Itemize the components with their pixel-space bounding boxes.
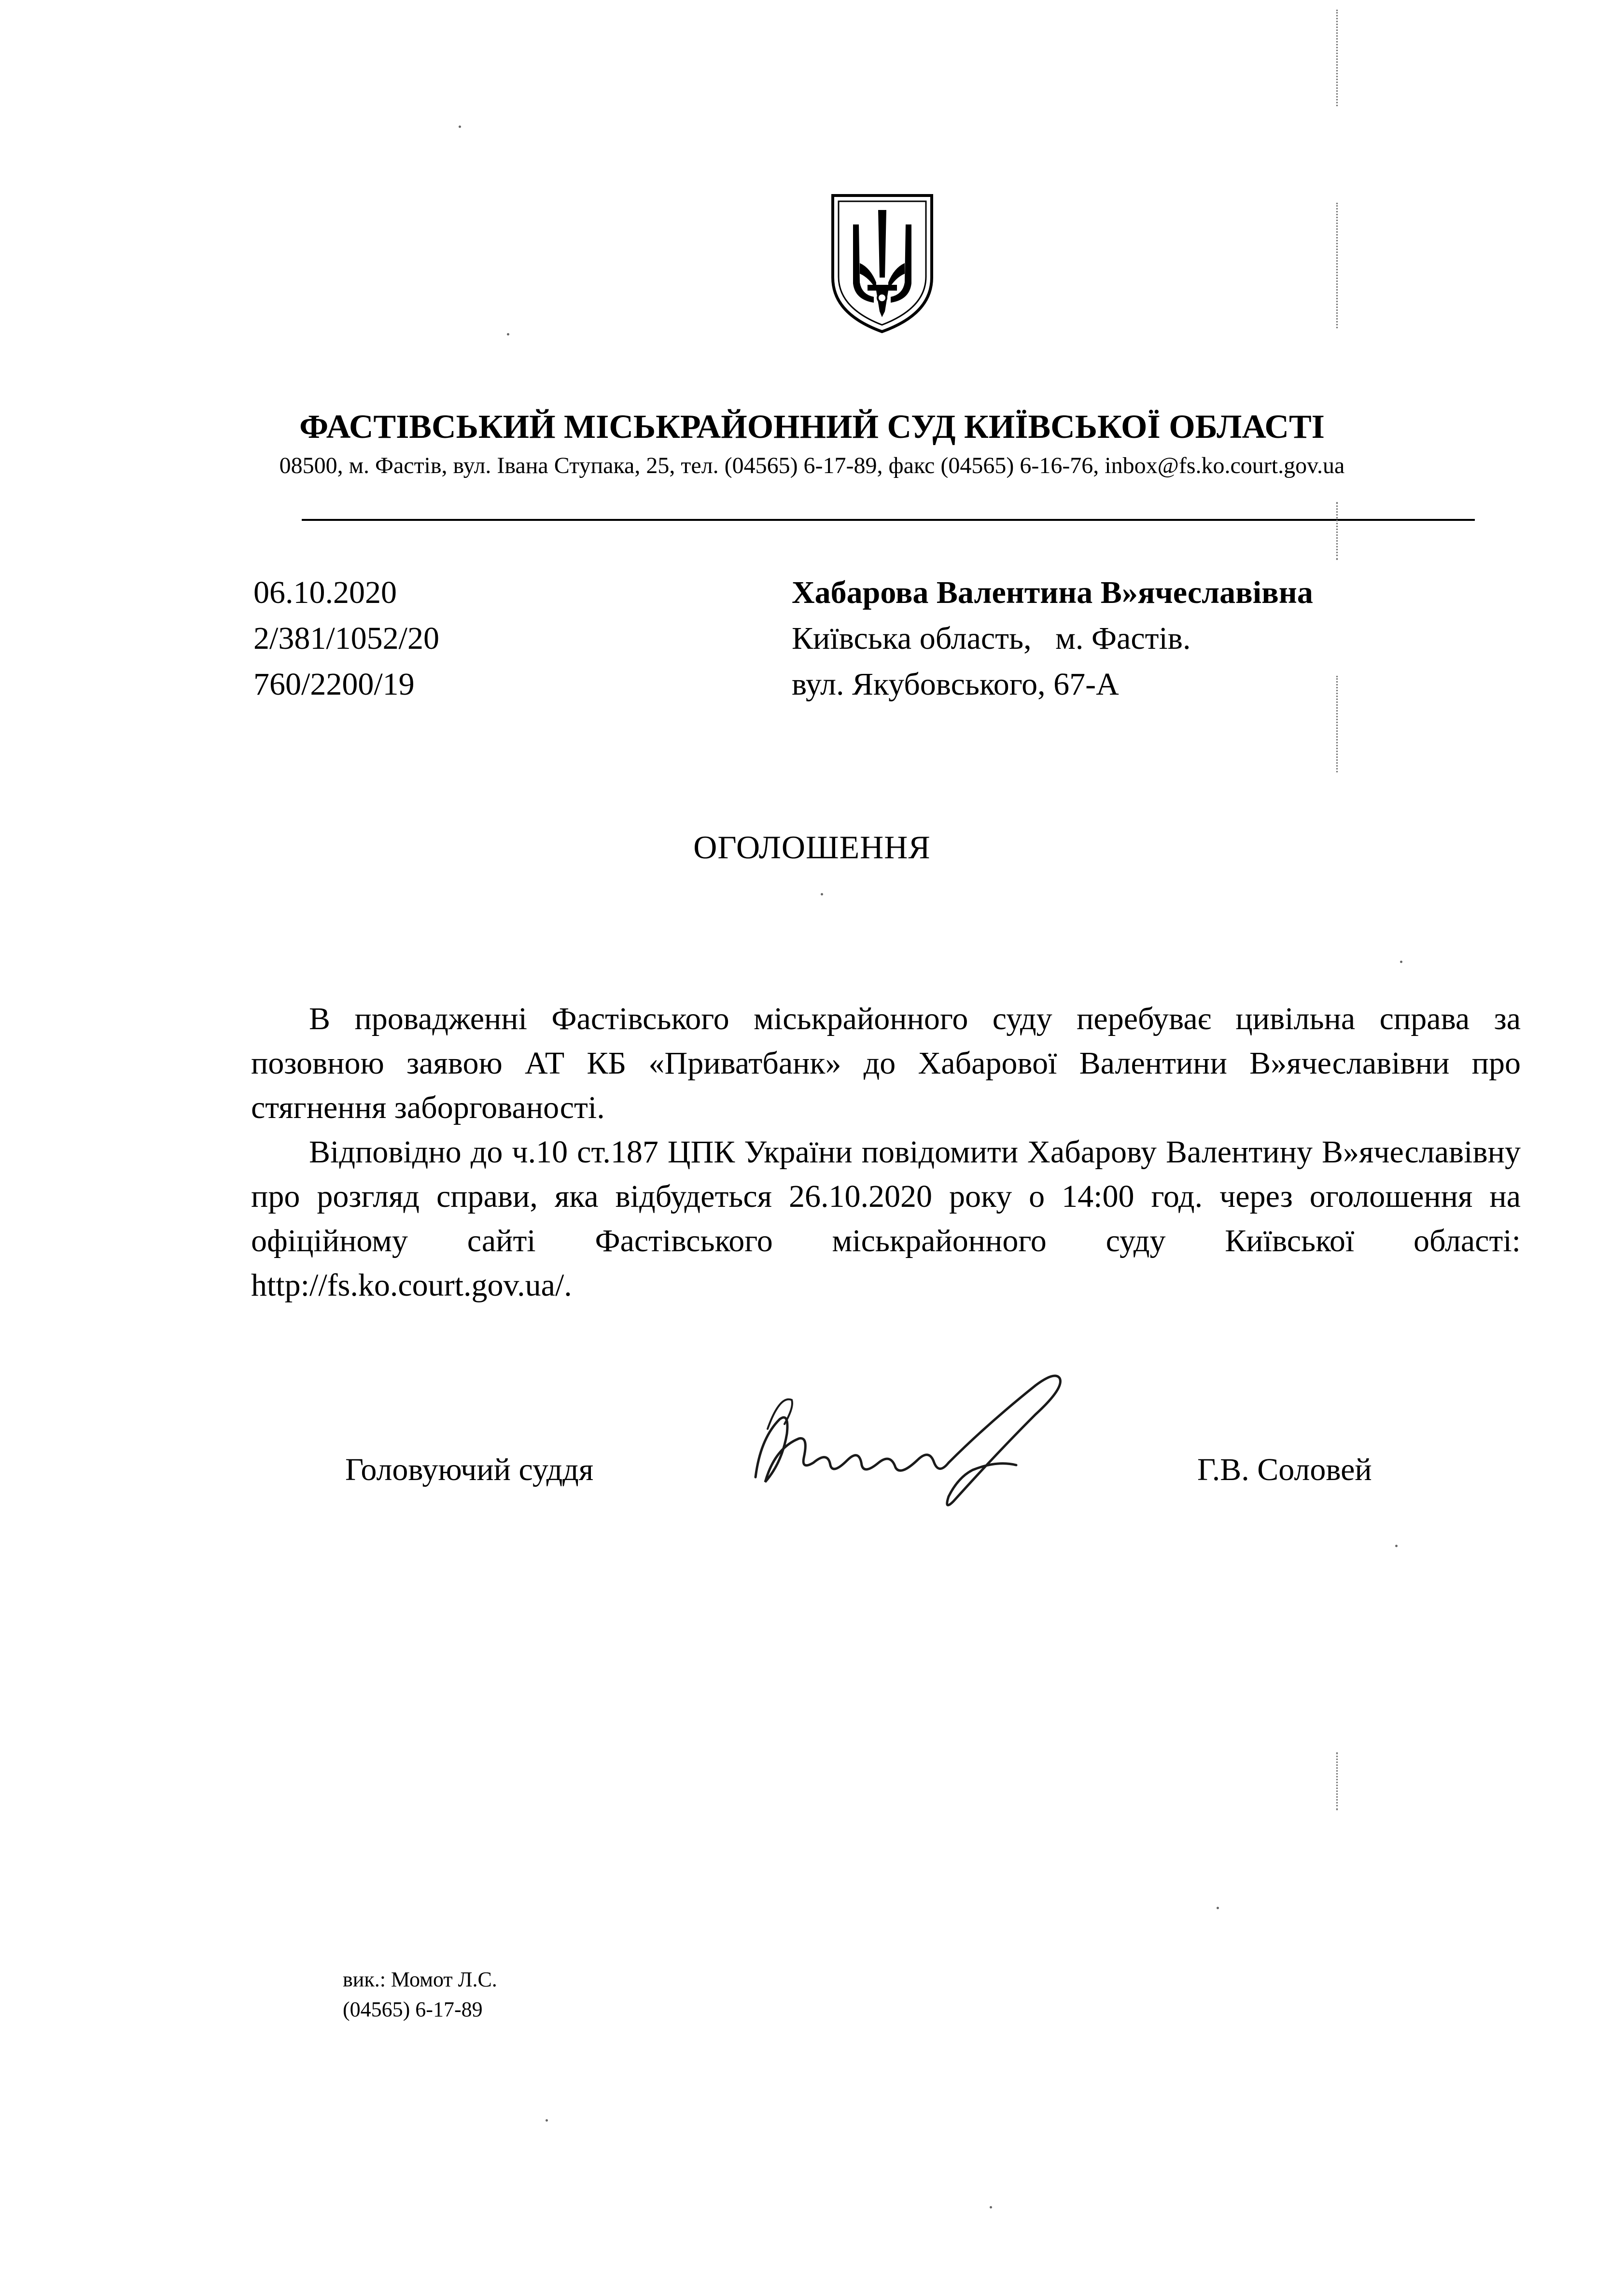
outgoing-number: 2/381/1052/20 — [253, 621, 440, 656]
document-date: 06.10.2020 — [253, 575, 397, 610]
header-divider — [302, 519, 1475, 521]
executor-note — [343, 1965, 497, 2025]
document-title: ОГОЛОШЕННЯ — [693, 829, 931, 866]
scan-speck — [990, 2206, 992, 2208]
announcement-body — [251, 997, 1521, 1308]
scan-speck — [1400, 961, 1402, 963]
court-name-heading: ФАСТІВСЬКИЙ МІСЬКРАЙОННИЙ СУД КИЇВСЬКОЇ ОБЛАСТІ — [299, 408, 1325, 446]
scan-speck — [459, 126, 461, 128]
scan-speck — [546, 2119, 548, 2122]
scan-artifact — [1336, 203, 1338, 328]
scan-speck — [821, 893, 823, 895]
recipient-name: Хабарова Валентина В»ячеславівна — [792, 575, 1313, 610]
case-number: 760/2200/19 — [253, 667, 415, 702]
scan-speck — [507, 333, 509, 335]
body-paragraph-2: Відповідно до ч.10 ст.187 ЦПК України повідомити Хабарову Валентину В»ячеславівну про розгляд справи, яка відбудеться 26.10.2020 року о 14:00 год. через оголошення на офіційному сайті Фастівського міськрайонного суду Київської області: http://fs.ko.court.gov.ua/. — [251, 1134, 1521, 1303]
recipient-street: вул. Якубовського, 67-А — [792, 667, 1119, 702]
handwritten-signature — [746, 1366, 1074, 1511]
ukraine-trident-emblem-icon — [828, 191, 937, 335]
executor-phone: (04565) 6-17-89 — [343, 1998, 483, 2021]
scan-artifact — [1336, 1752, 1338, 1810]
recipient-block — [792, 570, 1313, 707]
scan-speck — [1217, 1907, 1219, 1909]
signer-role: Головуючий суддя — [345, 1452, 594, 1487]
signer-name: Г.В. Соловей — [1197, 1452, 1372, 1487]
signature-block — [0, 1429, 1624, 1554]
scan-speck — [1395, 1545, 1398, 1547]
body-paragraph-1: В провадженні Фастівського міськрайонного суду перебуває цивільна справа за позовною заявою АТ КБ «Приватбанк» до Хабарової Валентини В»ячеславівни про стягнення заборгованості. — [251, 1001, 1521, 1125]
document-meta — [253, 570, 439, 707]
scan-artifact — [1336, 10, 1338, 106]
recipient-region-city: Київська область, м. Фастів. — [792, 621, 1191, 656]
executor-name: вик.: Момот Л.С. — [343, 1968, 497, 1991]
scan-artifact — [1336, 676, 1338, 772]
court-address: 08500, м. Фастів, вул. Івана Ступака, 25, тел. (04565) 6-17-89, факс (04565) 6-16-76, inbox@fs.ko.court.gov.ua — [279, 453, 1345, 478]
scan-artifact — [1336, 502, 1338, 560]
